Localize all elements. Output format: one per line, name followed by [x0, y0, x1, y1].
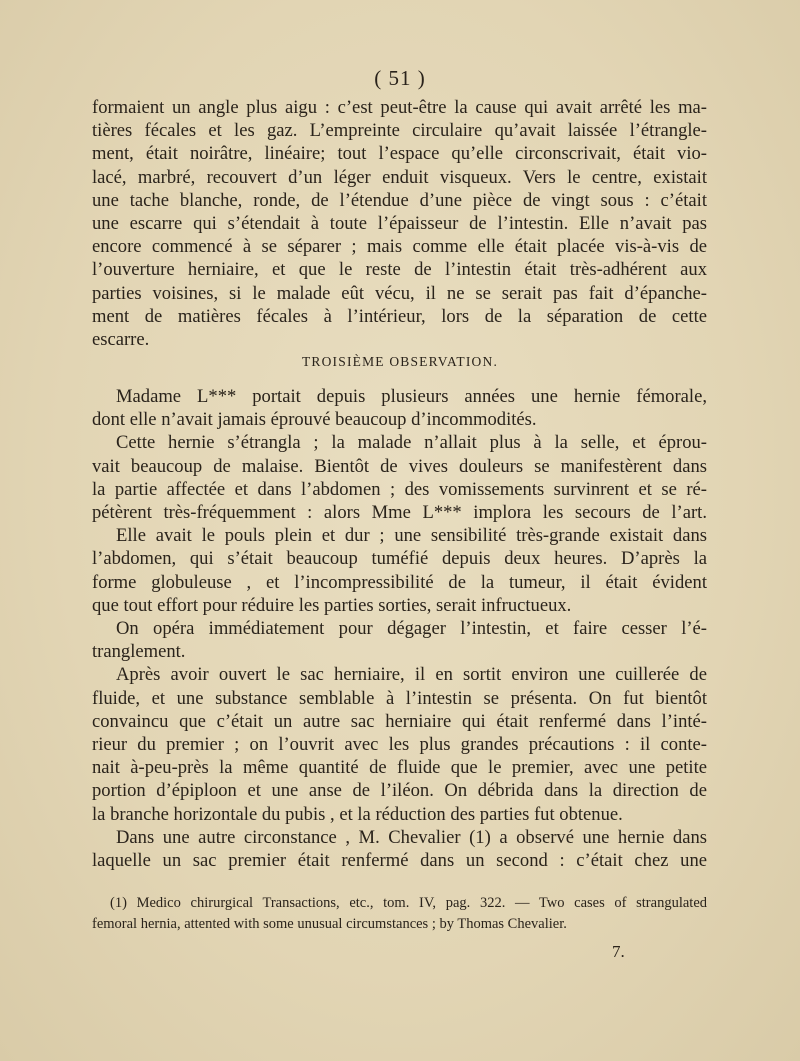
text-line: la partie affectée et dans l’abdomen ; des vomissements survinrent et se ré- — [92, 478, 707, 500]
text-line: tières fécales et les gaz. L’empreinte circulaire qu’avait laissée l’étrangle- — [92, 120, 707, 142]
text-line: escarre. — [92, 329, 150, 351]
text-line: portion d’épiploon et une anse de l’iléon. On débrida dans la direction de — [92, 780, 707, 802]
text-line: rieur du premier ; on l’ouvrit avec les plus grandes précautions : il conte- — [92, 734, 707, 756]
section-title: TROISIÈME OBSERVATION. — [301, 354, 499, 369]
footnote — [92, 893, 707, 935]
text-line: l’ouverture herniaire, et que le reste de l’intestin était très-adhérent aux — [92, 259, 707, 281]
text-line: une tache blanche, ronde, de l’étendue d’une pièce de vingt sous : c’était — [92, 189, 707, 211]
text-line: nait à-peu-près la même quantité de fluide que le premier, avec une petite — [92, 757, 707, 779]
text-line: fluide, et une substance semblable à l’intestin se présenta. On fut bientôt — [92, 687, 707, 709]
text-line: une escarre qui s’étendait à toute l’épaisseur de l’intestin. Elle n’avait pas — [92, 213, 707, 235]
text-line: la branche horizontale du pubis , et la réduction des parties fut obtenue. — [92, 803, 623, 825]
footnote-line: femoral hernia, attented with some unusual circumstances ; by Thomas Chevalier. — [92, 916, 567, 932]
text-line: Elle avait le pouls plein et dur ; une sensibilité très-grande existait dans — [116, 525, 707, 547]
text-line: encore commencé à se séparer ; mais comme elle était placée vis-à-vis de — [92, 236, 707, 258]
continuation-paragraph — [92, 96, 707, 351]
text-line: ment de matières fécales à l’intérieur, lors de la séparation de cette — [92, 305, 707, 327]
text-line: l’abdomen, qui s’était beaucoup tuméfié depuis deux heures. D’après la — [92, 548, 707, 570]
text-line: dont elle n’avait jamais éprouvé beaucoup d’incommodités. — [92, 409, 537, 431]
text-line: Après avoir ouvert le sac herniaire, il en sortit environ une cuillerée de — [116, 664, 707, 686]
text-line: vait beaucoup de malaise. Bientôt de vives douleurs se manifestèrent dans — [92, 455, 707, 477]
text-line: forme globuleuse , et l’incompressibilité de la tumeur, il était évident — [92, 571, 707, 593]
text-line: tranglement. — [92, 641, 186, 663]
text-line: pétèrent très-fréquemment : alors Mme L*** implora les secours de l’art. — [92, 502, 707, 524]
page-number: ( 51 ) — [374, 66, 426, 90]
text-line: On opéra immédiatement pour dégager l’intestin, et faire cesser l’é- — [116, 618, 707, 640]
text-line: laquelle un sac premier était renfermé dans un second : c’était chez une — [92, 850, 707, 872]
footnote-line: (1) Medico chirurgical Transactions, etc., tom. IV, pag. 322. — Two cases of strangulated — [110, 895, 707, 911]
observation-text — [92, 385, 707, 872]
text-line: Dans une autre circonstance , M. Chevalier (1) a observé une hernie dans — [116, 826, 707, 848]
text-line: Cette hernie s’étrangla ; la malade n’allait plus à la selle, et éprou- — [116, 432, 707, 454]
text-line: formaient un angle plus aigu : c’est peut-être la cause qui avait arrêté les ma- — [92, 97, 707, 118]
text-line: lacé, marbré, recouvert d’un léger enduit visqueux. Vers le centre, existait — [92, 166, 707, 188]
text-line: convaincu que c’était un autre sac herniaire qui était renfermé dans l’inté- — [92, 710, 707, 732]
text-line: ment, était noirâtre, linéaire; tout l’espace qu’elle circonscrivait, était vio- — [92, 143, 707, 165]
text-line: Madame L*** portait depuis plusieurs années une hernie fémorale, — [116, 386, 707, 407]
text-line: parties voisines, si le malade eût vécu, il ne se serait pas fait d’épanche- — [92, 282, 707, 304]
signature-mark: 7. — [612, 942, 625, 961]
text-line: que tout effort pour réduire les parties sorties, serait infructueux. — [92, 594, 572, 616]
